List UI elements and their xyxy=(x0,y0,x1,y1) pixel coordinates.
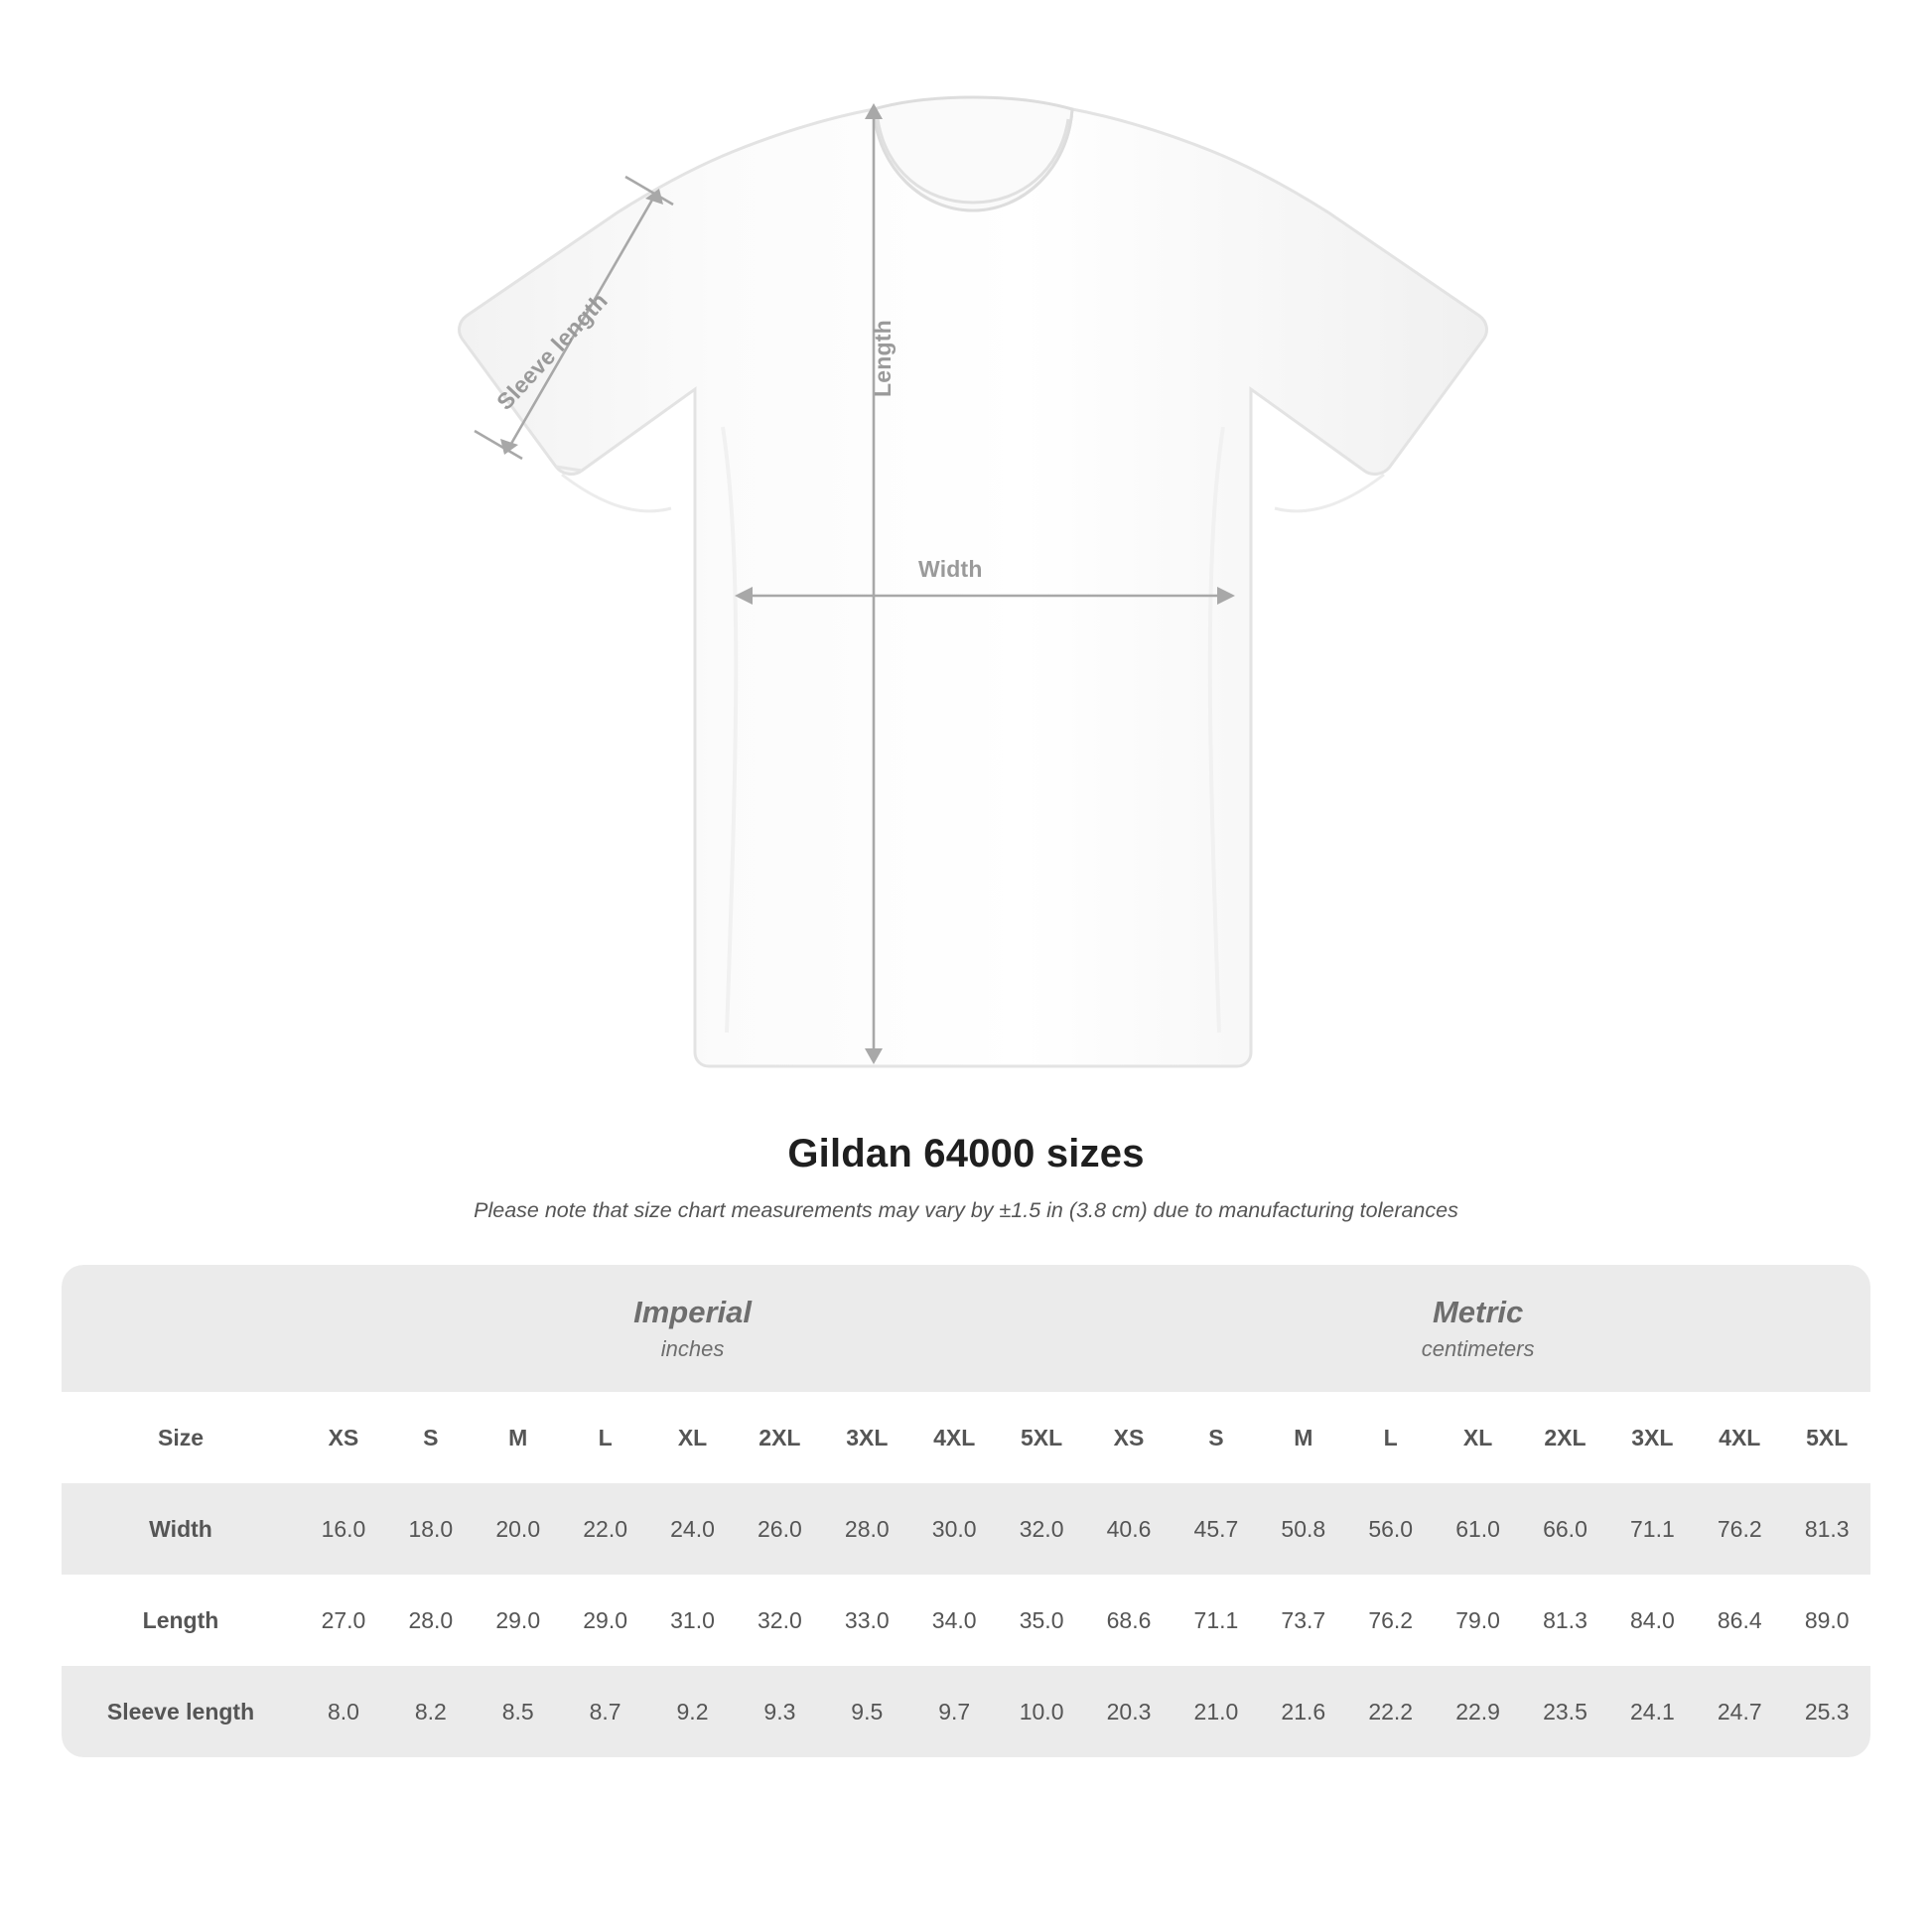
cell-length: 84.0 xyxy=(1608,1575,1696,1666)
sleeve-length-dimension-label: Sleeve length xyxy=(491,287,613,415)
cell-length: 89.0 xyxy=(1783,1575,1870,1666)
width-dimension-label: Width xyxy=(918,556,983,582)
cell-length: 33.0 xyxy=(823,1575,910,1666)
cell-sleeve: 9.3 xyxy=(736,1666,823,1757)
row-label-length: Length xyxy=(62,1575,300,1666)
cell-sleeve: 10.0 xyxy=(998,1666,1085,1757)
unit-row-corner xyxy=(62,1265,300,1392)
cell-width: 76.2 xyxy=(1696,1483,1783,1575)
cell-sleeve: 21.0 xyxy=(1173,1666,1260,1757)
cell-length: 68.6 xyxy=(1085,1575,1173,1666)
metric-unit-label: centimeters xyxy=(1421,1336,1535,1362)
cell-sleeve: 9.2 xyxy=(649,1666,737,1757)
cell-sleeve: 8.2 xyxy=(387,1666,475,1757)
cell-length: 76.2 xyxy=(1347,1575,1435,1666)
table-row xyxy=(62,1666,1870,1757)
cell-length: 34.0 xyxy=(910,1575,998,1666)
row-label-width: Width xyxy=(62,1483,300,1575)
cell-sleeve: 23.5 xyxy=(1522,1666,1609,1757)
cell-width: 20.0 xyxy=(475,1483,562,1575)
cell-length: 29.0 xyxy=(562,1575,649,1666)
size-header-cell: 4XL xyxy=(1696,1392,1783,1483)
cell-width: 18.0 xyxy=(387,1483,475,1575)
tolerance-note: Please note that size chart measurements may vary by ±1.5 in (3.8 cm) due to manufacturing tolerances xyxy=(474,1198,1458,1222)
size-header-cell: 2XL xyxy=(1522,1392,1609,1483)
size-header-row xyxy=(62,1392,1870,1483)
cell-sleeve: 9.7 xyxy=(910,1666,998,1757)
table-row xyxy=(62,1575,1870,1666)
cell-sleeve: 8.7 xyxy=(562,1666,649,1757)
cell-length: 79.0 xyxy=(1435,1575,1522,1666)
table-row xyxy=(62,1483,1870,1575)
size-header-cell: XL xyxy=(1435,1392,1522,1483)
cell-sleeve: 24.7 xyxy=(1696,1666,1783,1757)
cell-width: 45.7 xyxy=(1173,1483,1260,1575)
cell-sleeve: 22.9 xyxy=(1435,1666,1522,1757)
cell-width: 28.0 xyxy=(823,1483,910,1575)
size-header-cell: M xyxy=(1260,1392,1347,1483)
metric-system-label: Metric xyxy=(1432,1294,1524,1329)
size-header-cell: 5XL xyxy=(998,1392,1085,1483)
size-header-cell: L xyxy=(1347,1392,1435,1483)
row-label-sleeve-length: Sleeve length xyxy=(62,1666,300,1757)
cell-length: 35.0 xyxy=(998,1575,1085,1666)
imperial-system-label: Imperial xyxy=(633,1294,752,1329)
cell-length: 27.0 xyxy=(300,1575,387,1666)
cell-length: 73.7 xyxy=(1260,1575,1347,1666)
size-header-cell: M xyxy=(475,1392,562,1483)
cell-width: 16.0 xyxy=(300,1483,387,1575)
cell-sleeve: 24.1 xyxy=(1608,1666,1696,1757)
cell-sleeve: 8.5 xyxy=(475,1666,562,1757)
size-header-cell: 3XL xyxy=(1608,1392,1696,1483)
size-header-cell: S xyxy=(387,1392,475,1483)
metric-header-cell xyxy=(1085,1265,1870,1392)
cell-sleeve: 8.0 xyxy=(300,1666,387,1757)
cell-length: 29.0 xyxy=(475,1575,562,1666)
cell-sleeve: 21.6 xyxy=(1260,1666,1347,1757)
cell-length: 28.0 xyxy=(387,1575,475,1666)
cell-sleeve: 22.2 xyxy=(1347,1666,1435,1757)
cell-width: 71.1 xyxy=(1608,1483,1696,1575)
size-table xyxy=(62,1265,1870,1757)
length-dimension-label: Length xyxy=(870,320,896,397)
size-table-wrapper xyxy=(62,1265,1870,1757)
cell-width: 66.0 xyxy=(1522,1483,1609,1575)
cell-length: 31.0 xyxy=(649,1575,737,1666)
cell-width: 24.0 xyxy=(649,1483,737,1575)
cell-sleeve: 20.3 xyxy=(1085,1666,1173,1757)
cell-sleeve: 9.5 xyxy=(823,1666,910,1757)
cell-sleeve: 25.3 xyxy=(1783,1666,1870,1757)
size-header-cell: XS xyxy=(300,1392,387,1483)
size-header-cell: 3XL xyxy=(823,1392,910,1483)
cell-width: 81.3 xyxy=(1783,1483,1870,1575)
cell-length: 71.1 xyxy=(1173,1575,1260,1666)
size-label-cell: Size xyxy=(62,1392,300,1483)
cell-width: 26.0 xyxy=(736,1483,823,1575)
cell-length: 32.0 xyxy=(736,1575,823,1666)
size-header-cell: 5XL xyxy=(1783,1392,1870,1483)
size-header-cell: L xyxy=(562,1392,649,1483)
unit-header-row xyxy=(62,1265,1870,1392)
size-header-cell: XS xyxy=(1085,1392,1173,1483)
size-header-cell: 4XL xyxy=(910,1392,998,1483)
page-title: Gildan 64000 sizes xyxy=(787,1132,1145,1175)
size-header-cell: XL xyxy=(649,1392,737,1483)
size-header-cell: S xyxy=(1173,1392,1260,1483)
cell-width: 61.0 xyxy=(1435,1483,1522,1575)
cell-length: 81.3 xyxy=(1522,1575,1609,1666)
imperial-unit-label: inches xyxy=(660,1336,725,1362)
cell-width: 40.6 xyxy=(1085,1483,1173,1575)
cell-width: 22.0 xyxy=(562,1483,649,1575)
imperial-header-cell xyxy=(300,1265,1085,1392)
cell-length: 86.4 xyxy=(1696,1575,1783,1666)
cell-width: 50.8 xyxy=(1260,1483,1347,1575)
cell-width: 32.0 xyxy=(998,1483,1085,1575)
size-header-cell: 2XL xyxy=(736,1392,823,1483)
cell-width: 56.0 xyxy=(1347,1483,1435,1575)
cell-width: 30.0 xyxy=(910,1483,998,1575)
